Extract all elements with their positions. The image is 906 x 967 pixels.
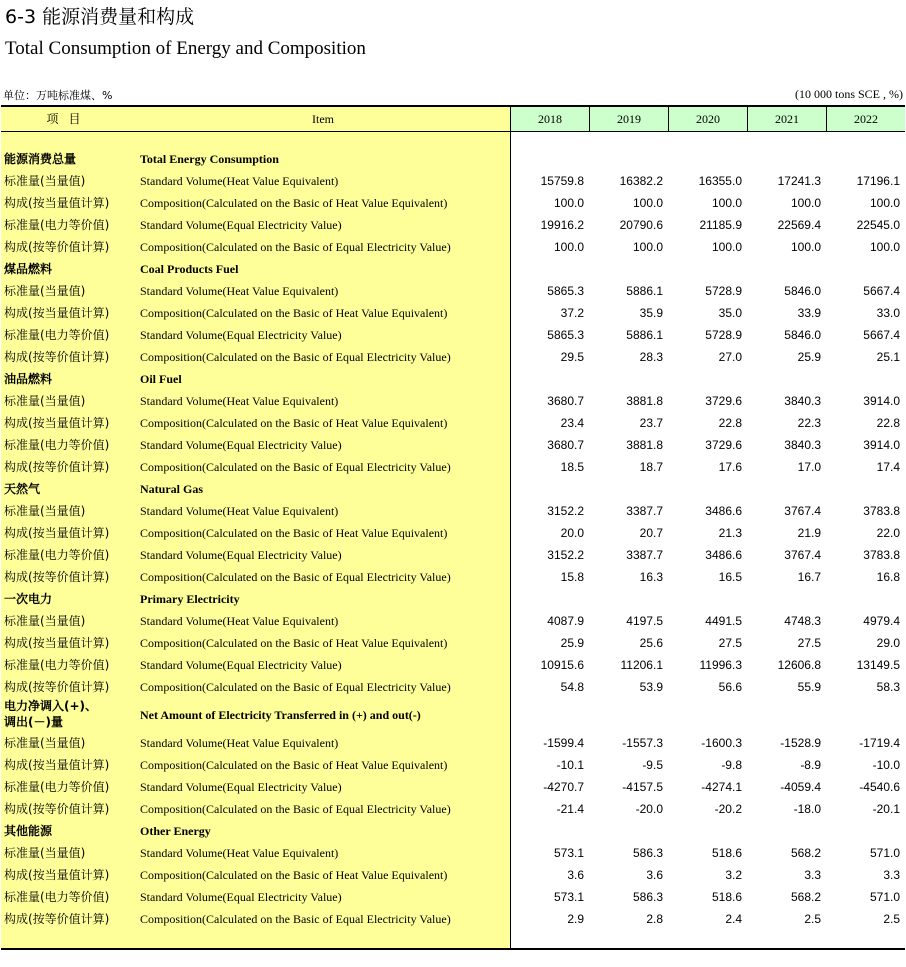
value-cell-2019: 2.8 <box>646 912 663 926</box>
value-cell-2021: 2.5 <box>804 912 821 926</box>
value-cell-2022: 571.0 <box>869 890 900 904</box>
value-cell-2022: 3.3 <box>883 868 900 882</box>
header-divider <box>668 107 669 131</box>
table-row <box>1 732 905 754</box>
value-cell-2022: 22.8 <box>876 416 900 430</box>
value-cell-2018: 18.5 <box>560 460 584 474</box>
row-label-english: Standard Volume(Heat Value Equivalent) <box>140 846 339 860</box>
row-label-chinese: 标准量(当量值) <box>4 736 86 750</box>
value-cell-2022: 3783.8 <box>863 548 900 562</box>
row-label-english: Standard Volume(Equal Electricity Value) <box>140 890 342 904</box>
value-cell-2021: 100.0 <box>790 196 821 210</box>
value-cell-2018: 2.9 <box>567 912 584 926</box>
value-cell-2022: -4540.6 <box>859 780 900 794</box>
value-cell-2021: 568.2 <box>790 890 821 904</box>
value-cell-2022: 17.4 <box>876 460 900 474</box>
value-cell-2018: 573.1 <box>553 890 584 904</box>
row-label-english: Net Amount of Electricity Transferred in (+) and out(-) <box>140 708 421 722</box>
value-cell-2021: 3840.3 <box>784 394 821 408</box>
value-cell-2020: 5728.9 <box>705 328 742 342</box>
value-cell-2021: 33.9 <box>797 306 821 320</box>
row-label-chinese: 油品燃料 <box>4 372 53 386</box>
value-cell-2018: 3152.2 <box>547 504 584 518</box>
row-label-chinese: 煤品燃料 <box>4 262 53 276</box>
table-row <box>1 192 905 214</box>
category-row <box>1 820 905 842</box>
row-label-chinese: 标准量(电力等价值) <box>4 218 110 232</box>
value-cell-2020: 2.4 <box>725 912 742 926</box>
value-cell-2022: 25.1 <box>876 350 900 364</box>
row-label-chinese: 标准量(电力等价值) <box>4 780 110 794</box>
value-cell-2019: -4157.5 <box>622 780 663 794</box>
category-row <box>1 258 905 280</box>
value-cell-2018: 23.4 <box>560 416 584 430</box>
value-cell-2022: 100.0 <box>869 196 900 210</box>
row-label-english: Composition(Calculated on the Basic of Heat Value Equivalent) <box>140 758 448 772</box>
row-label-english: Composition(Calculated on the Basic of Equal Electricity Value) <box>140 680 451 694</box>
value-cell-2018: 25.9 <box>560 636 584 650</box>
value-cell-2018: 29.5 <box>560 350 584 364</box>
value-cell-2018: -4270.7 <box>543 780 584 794</box>
row-label-english: Composition(Calculated on the Basic of Heat Value Equivalent) <box>140 306 448 320</box>
value-cell-2018: 3152.2 <box>547 548 584 562</box>
row-label-english: Composition(Calculated on the Basic of Heat Value Equivalent) <box>140 526 448 540</box>
header-divider <box>826 107 827 131</box>
value-cell-2022: 3783.8 <box>863 504 900 518</box>
energy-table <box>1 105 905 950</box>
value-cell-2018: 100.0 <box>553 196 584 210</box>
value-cell-2019: 16.3 <box>639 570 663 584</box>
table-row <box>1 676 905 698</box>
table-row <box>1 776 905 798</box>
value-cell-2018: 3680.7 <box>547 438 584 452</box>
header-year-2020: 2020 <box>696 112 720 126</box>
value-cell-2019: 586.3 <box>632 846 663 860</box>
value-cell-2018: 20.0 <box>560 526 584 540</box>
value-cell-2021: 21.9 <box>797 526 821 540</box>
value-cell-2022: -1719.4 <box>859 736 900 750</box>
value-cell-2020: -4274.1 <box>701 780 742 794</box>
value-cell-2021: 25.9 <box>797 350 821 364</box>
table-row <box>1 412 905 434</box>
value-cell-2022: 33.0 <box>876 306 900 320</box>
table-row <box>1 434 905 456</box>
value-cell-2019: 28.3 <box>639 350 663 364</box>
row-label-english: Composition(Calculated on the Basic of Equal Electricity Value) <box>140 570 451 584</box>
row-label-english: Standard Volume(Equal Electricity Value) <box>140 218 342 232</box>
table-row <box>1 544 905 566</box>
page-title-chinese: 6-3 能源消费量和构成 <box>5 6 195 28</box>
value-cell-2018: 37.2 <box>560 306 584 320</box>
value-cell-2019: 20790.6 <box>619 218 663 232</box>
table-row <box>1 566 905 588</box>
value-cell-2021: 4748.3 <box>784 614 821 628</box>
value-cell-2018: 3.6 <box>567 868 584 882</box>
table-row <box>1 236 905 258</box>
row-label-english: Composition(Calculated on the Basic of Heat Value Equivalent) <box>140 868 448 882</box>
row-label-chinese: 能源消费总量 <box>4 152 77 166</box>
value-cell-2020: 16355.0 <box>698 174 742 188</box>
value-cell-2019: 53.9 <box>639 680 663 694</box>
value-cell-2018: 5865.3 <box>547 284 584 298</box>
value-cell-2022: 3914.0 <box>863 438 900 452</box>
value-cell-2019: 16382.2 <box>619 174 663 188</box>
value-cell-2020: 11996.3 <box>699 658 742 672</box>
row-label-chinese: 标准量(当量值) <box>4 846 86 860</box>
value-cell-2022: 22.0 <box>876 526 900 540</box>
value-cell-2018: 5865.3 <box>547 328 584 342</box>
row-label-english: Standard Volume(Heat Value Equivalent) <box>140 174 339 188</box>
value-cell-2019: 100.0 <box>632 240 663 254</box>
value-cell-2019: 100.0 <box>632 196 663 210</box>
value-cell-2019: 4197.5 <box>626 614 663 628</box>
value-cell-2019: -20.0 <box>635 802 663 816</box>
value-cell-2022: 2.5 <box>883 912 900 926</box>
value-cell-2018: 15.8 <box>560 570 584 584</box>
row-label-chinese: 构成(按当量值计算) <box>4 196 110 210</box>
row-label-chinese: 标准量(电力等价值) <box>4 438 110 452</box>
row-label-english: Standard Volume(Heat Value Equivalent) <box>140 504 339 518</box>
unit-label-chinese: 单位：万吨标准煤、% <box>3 89 113 102</box>
value-cell-2021: 3767.4 <box>784 504 821 518</box>
row-label-english: Composition(Calculated on the Basic of Equal Electricity Value) <box>140 802 451 816</box>
value-cell-2021: 22569.4 <box>777 218 821 232</box>
value-cell-2019: 3881.8 <box>626 394 663 408</box>
value-cell-2019: 586.3 <box>632 890 663 904</box>
table-row <box>1 654 905 676</box>
value-cell-2019: -9.5 <box>642 758 663 772</box>
value-cell-2022: 571.0 <box>869 846 900 860</box>
value-cell-2022: 13149.5 <box>856 658 900 672</box>
header-year-2019: 2019 <box>617 112 641 126</box>
row-label-chinese: 构成(按当量值计算) <box>4 306 110 320</box>
table-row <box>1 500 905 522</box>
value-cell-2019: -1557.3 <box>622 736 663 750</box>
table-row <box>1 886 905 908</box>
value-cell-2022: -20.1 <box>872 802 900 816</box>
table-row <box>1 390 905 412</box>
value-cell-2020: 56.6 <box>718 680 742 694</box>
value-cell-2020: -20.2 <box>714 802 742 816</box>
table-row <box>1 522 905 544</box>
value-cell-2020: 35.0 <box>718 306 742 320</box>
value-cell-2018: 4087.9 <box>547 614 584 628</box>
row-label-chinese: 标准量(当量值) <box>4 174 86 188</box>
value-cell-2022: 4979.4 <box>863 614 900 628</box>
category-row <box>1 588 905 610</box>
value-cell-2021: -4059.4 <box>780 780 821 794</box>
header-year-2022: 2022 <box>854 112 878 126</box>
row-label-chinese: 标准量(电力等价值) <box>4 548 110 562</box>
header-bottom-rule <box>1 131 905 132</box>
table-bottom-rule <box>1 948 905 950</box>
table-row <box>1 798 905 820</box>
header-year-2021: 2021 <box>775 112 799 126</box>
value-cell-2020: 5728.9 <box>705 284 742 298</box>
value-cell-2021: -8.9 <box>800 758 821 772</box>
row-label-chinese: 构成(按等价值计算) <box>4 802 110 816</box>
value-cell-2020: 17.6 <box>718 460 742 474</box>
row-label-english: Composition(Calculated on the Basic of Heat Value Equivalent) <box>140 636 448 650</box>
row-label-english: Standard Volume(Equal Electricity Value) <box>140 780 342 794</box>
row-label-chinese: 标准量(电力等价值) <box>4 890 110 904</box>
value-cell-2020: 27.0 <box>718 350 742 364</box>
table-row <box>1 908 905 930</box>
value-cell-2022: 100.0 <box>869 240 900 254</box>
table-row <box>1 302 905 324</box>
row-label-chinese: 构成(按当量值计算) <box>4 636 110 650</box>
category-row <box>1 698 905 732</box>
value-cell-2018: -1599.4 <box>543 736 584 750</box>
table-row <box>1 754 905 776</box>
row-label-english: Composition(Calculated on the Basic of Heat Value Equivalent) <box>140 196 448 210</box>
value-cell-2019: 3387.7 <box>626 504 663 518</box>
value-cell-2022: 22545.0 <box>856 218 900 232</box>
value-cell-2019: 3.6 <box>646 868 663 882</box>
row-label-chinese: 标准量(当量值) <box>4 614 86 628</box>
value-cell-2021: 3840.3 <box>784 438 821 452</box>
value-cell-2021: -1528.9 <box>780 736 821 750</box>
table-row <box>1 346 905 368</box>
value-cell-2021: 3.3 <box>804 868 821 882</box>
value-cell-2020: -1600.3 <box>701 736 742 750</box>
header-item-chinese: 项目 <box>46 112 91 126</box>
value-cell-2020: 21185.9 <box>699 218 742 232</box>
value-cell-2022: -10.0 <box>872 758 900 772</box>
header-divider <box>747 107 748 131</box>
value-cell-2018: -10.1 <box>556 758 584 772</box>
row-label-chinese: 一次电力 <box>4 592 53 606</box>
row-label-english: Composition(Calculated on the Basic of Equal Electricity Value) <box>140 912 451 926</box>
table-row <box>1 214 905 236</box>
value-cell-2019: 11206.1 <box>620 658 663 672</box>
value-cell-2020: 22.8 <box>718 416 742 430</box>
row-label-english: Composition(Calculated on the Basic of Equal Electricity Value) <box>140 460 451 474</box>
table-row <box>1 864 905 886</box>
row-label-chinese: 构成(按等价值计算) <box>4 570 110 584</box>
value-cell-2021: 568.2 <box>790 846 821 860</box>
row-label-english: Composition(Calculated on the Basic of Heat Value Equivalent) <box>140 416 448 430</box>
unit-label-english: (10 000 tons SCE , %) <box>795 87 903 101</box>
value-cell-2018: 19916.2 <box>540 218 584 232</box>
row-label-chinese: 标准量(电力等价值) <box>4 328 110 342</box>
value-cell-2019: 23.7 <box>639 416 663 430</box>
table-row <box>1 170 905 192</box>
row-label-english: Standard Volume(Heat Value Equivalent) <box>140 284 339 298</box>
value-cell-2021: 22.3 <box>797 416 821 430</box>
value-cell-2018: 573.1 <box>553 846 584 860</box>
value-cell-2020: -9.8 <box>721 758 742 772</box>
value-cell-2021: 12606.8 <box>777 658 821 672</box>
row-label-chinese: 构成(按当量值计算) <box>4 758 110 772</box>
value-cell-2022: 3914.0 <box>863 394 900 408</box>
value-cell-2020: 100.0 <box>711 196 742 210</box>
table-row <box>1 456 905 478</box>
value-cell-2021: 100.0 <box>790 240 821 254</box>
row-label-chinese: 标准量(当量值) <box>4 284 86 298</box>
row-label-chinese: 构成(按当量值计算) <box>4 526 110 540</box>
header-divider <box>589 107 590 131</box>
row-label-english: Primary Electricity <box>140 592 240 606</box>
row-label-english: Coal Products Fuel <box>140 262 239 276</box>
value-cell-2020: 3486.6 <box>705 504 742 518</box>
value-cell-2021: 27.5 <box>797 636 821 650</box>
value-cell-2022: 29.0 <box>876 636 900 650</box>
value-cell-2021: 3767.4 <box>784 548 821 562</box>
value-cell-2020: 3729.6 <box>705 394 742 408</box>
row-label-chinese: 标准量(当量值) <box>4 394 86 408</box>
row-label-english: Standard Volume(Heat Value Equivalent) <box>140 394 339 408</box>
value-cell-2020: 21.3 <box>718 526 742 540</box>
value-cell-2018: 15759.8 <box>540 174 584 188</box>
value-cell-2018: 54.8 <box>560 680 584 694</box>
value-cell-2021: 16.7 <box>797 570 821 584</box>
value-cell-2020: 518.6 <box>711 846 742 860</box>
row-label-english: Other Energy <box>140 824 211 838</box>
row-label-chinese: 标准量(当量值) <box>4 504 86 518</box>
row-label-chinese: 构成(按等价值计算) <box>4 240 110 254</box>
value-cell-2021: 5846.0 <box>784 328 821 342</box>
table-row <box>1 632 905 654</box>
value-cell-2021: 55.9 <box>797 680 821 694</box>
row-label-english: Standard Volume(Equal Electricity Value) <box>140 548 342 562</box>
row-label-chinese: 构成(按等价值计算) <box>4 460 110 474</box>
row-label-english: Standard Volume(Equal Electricity Value) <box>140 438 342 452</box>
table-row <box>1 280 905 302</box>
value-cell-2022: 5667.4 <box>863 284 900 298</box>
value-cell-2021: 5846.0 <box>784 284 821 298</box>
value-cell-2018: -21.4 <box>556 802 584 816</box>
row-label-chinese: 构成(按等价值计算) <box>4 912 110 926</box>
value-cell-2019: 25.6 <box>639 636 663 650</box>
row-label-english: Composition(Calculated on the Basic of Equal Electricity Value) <box>140 350 451 364</box>
category-row <box>1 148 905 170</box>
row-label-chinese: 构成(按当量值计算) <box>4 868 110 882</box>
row-label-chinese: 构成(按等价值计算) <box>4 350 110 364</box>
table-row <box>1 324 905 346</box>
value-cell-2020: 3.2 <box>725 868 742 882</box>
value-cell-2022: 16.8 <box>876 570 900 584</box>
value-cell-2021: 17241.3 <box>777 174 821 188</box>
row-label-english: Standard Volume(Equal Electricity Value) <box>140 658 342 672</box>
value-cell-2020: 518.6 <box>711 890 742 904</box>
value-cell-2019: 5886.1 <box>626 328 663 342</box>
value-cell-2018: 10915.6 <box>540 658 584 672</box>
value-cell-2020: 3486.6 <box>705 548 742 562</box>
row-label-english: Standard Volume(Heat Value Equivalent) <box>140 614 339 628</box>
value-cell-2020: 100.0 <box>711 240 742 254</box>
value-cell-2020: 3729.6 <box>705 438 742 452</box>
value-cell-2022: 58.3 <box>876 680 900 694</box>
value-cell-2018: 3680.7 <box>547 394 584 408</box>
row-label-chinese: 构成(按等价值计算) <box>4 680 110 694</box>
value-cell-2019: 35.9 <box>639 306 663 320</box>
row-label-english: Composition(Calculated on the Basic of Equal Electricity Value) <box>140 240 451 254</box>
value-cell-2020: 4491.5 <box>705 614 742 628</box>
value-cell-2020: 16.5 <box>718 570 742 584</box>
value-cell-2021: -18.0 <box>793 802 821 816</box>
value-cell-2019: 5886.1 <box>626 284 663 298</box>
page-title-english: Total Consumption of Energy and Composition <box>5 38 366 59</box>
table-row <box>1 610 905 632</box>
value-cell-2019: 3387.7 <box>626 548 663 562</box>
value-cell-2018: 100.0 <box>553 240 584 254</box>
value-cell-2022: 5667.4 <box>863 328 900 342</box>
value-cell-2019: 20.7 <box>639 526 663 540</box>
value-cell-2021: 17.0 <box>797 460 821 474</box>
row-label-chinese: 其他能源 <box>4 824 53 838</box>
category-row <box>1 478 905 500</box>
table-row <box>1 842 905 864</box>
row-label-chinese: 天然气 <box>4 482 41 496</box>
row-label-english: Natural Gas <box>140 482 203 496</box>
row-label-chinese: 电力净调入(+)、 调出(－)量 <box>4 699 98 729</box>
row-label-english: Standard Volume(Heat Value Equivalent) <box>140 736 339 750</box>
header-item-english: Item <box>312 112 334 126</box>
row-label-english: Total Energy Consumption <box>140 152 279 166</box>
value-cell-2019: 18.7 <box>639 460 663 474</box>
row-label-chinese: 构成(按当量值计算) <box>4 416 110 430</box>
row-label-english: Oil Fuel <box>140 372 182 386</box>
category-row <box>1 368 905 390</box>
row-label-english: Standard Volume(Equal Electricity Value) <box>140 328 342 342</box>
header-year-2018: 2018 <box>538 112 562 126</box>
row-label-chinese: 标准量(电力等价值) <box>4 658 110 672</box>
value-cell-2022: 17196.1 <box>856 174 900 188</box>
value-cell-2019: 3881.8 <box>626 438 663 452</box>
value-cell-2020: 27.5 <box>718 636 742 650</box>
